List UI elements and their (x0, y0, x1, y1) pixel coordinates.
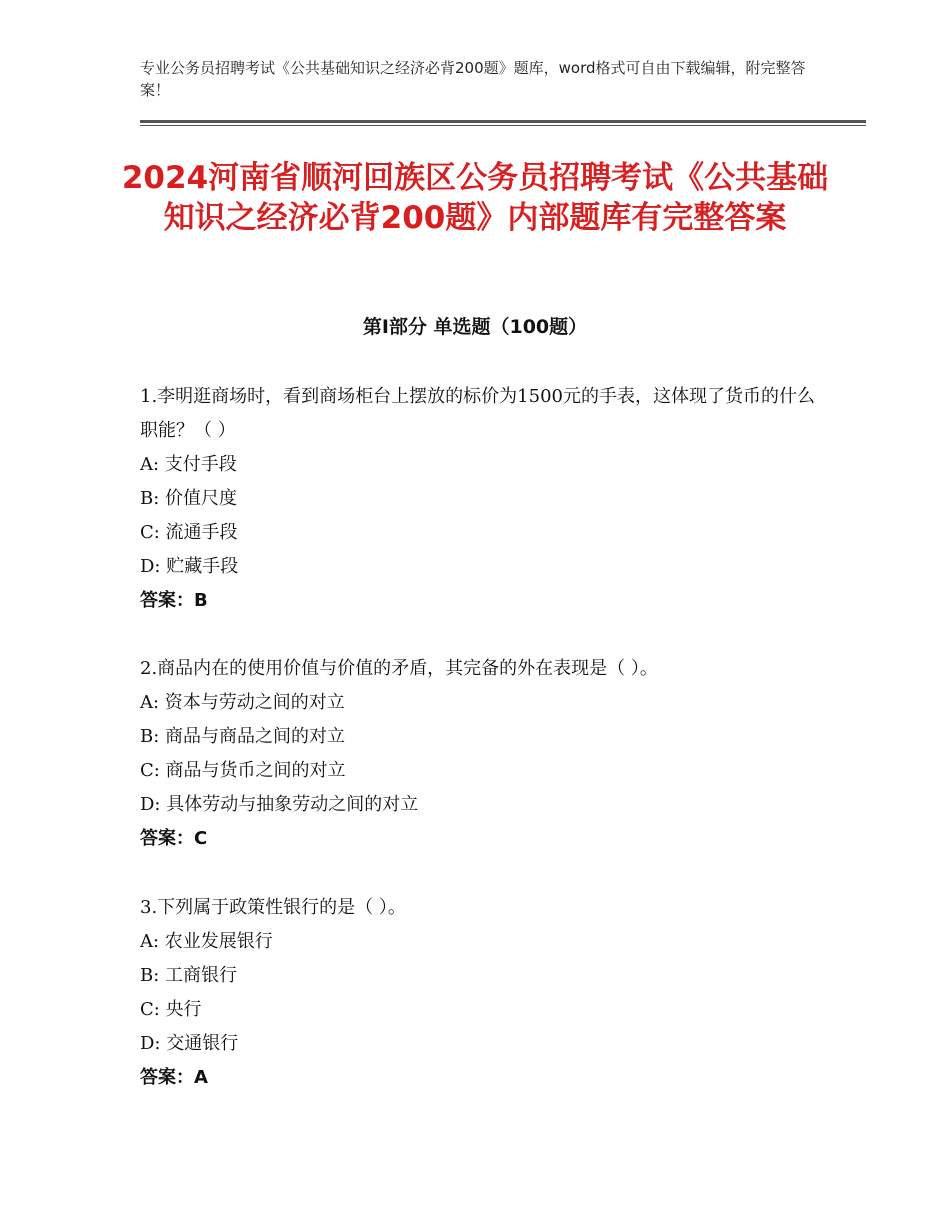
answer-label: 答案：B (140, 590, 208, 611)
option-d: D: 贮藏手段 (140, 556, 239, 577)
option-d: D: 具体劳动与抽象劳动之间的对立 (140, 794, 419, 815)
question-2 (140, 652, 820, 856)
option-c: C: 流通手段 (140, 522, 238, 543)
option-b: B: 工商银行 (140, 965, 238, 986)
question-stem: 2.商品内在的使用价值与价值的矛盾，其完备的外在表现是（ ）。 (140, 658, 658, 679)
question-1 (140, 380, 820, 618)
answer-label: 答案：C (140, 828, 208, 849)
option-b: B: 价值尺度 (140, 488, 238, 509)
question-stem: 3.下列属于政策性银行的是（ ）。 (140, 897, 406, 918)
option-a: A: 支付手段 (140, 454, 237, 475)
answer-label: 答案：A (140, 1067, 208, 1088)
option-b: B: 商品与商品之间的对立 (140, 726, 346, 747)
option-c: C: 商品与货币之间的对立 (140, 760, 346, 781)
question-stem: 1.李明逛商场时，看到商场柜台上摆放的标价为1500元的手表，这体现了货币的什么职能？（ ） (140, 386, 815, 441)
option-a: A: 农业发展银行 (140, 931, 273, 952)
page-header-note: 专业公务员招聘考试《公共基础知识之经济必背200题》题库，word格式可自由下载编辑，附完整答案！ (140, 59, 806, 99)
option-d: D: 交通银行 (140, 1033, 239, 1054)
header-divider-thin (140, 125, 866, 126)
document-title: 2024河南省顺河回族区公务员招聘考试《公共基础知识之经济必背200题》内部题库有完整答案 (121, 160, 829, 236)
header-divider-thick (140, 120, 866, 123)
option-a: A: 资本与劳动之间的对立 (140, 692, 345, 713)
section-heading: 第Ⅰ部分 单选题（100题） (362, 316, 588, 338)
option-c: C: 央行 (140, 999, 202, 1020)
question-3 (140, 891, 820, 1095)
